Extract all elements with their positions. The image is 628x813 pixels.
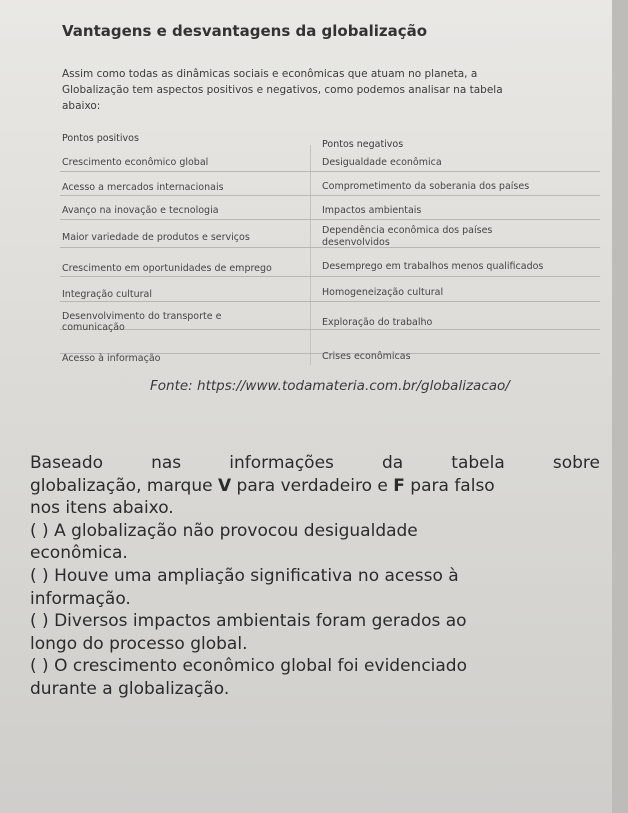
question-text: para verdadeiro e [231, 475, 394, 496]
negative-item: Desigualdade econômica [322, 157, 442, 168]
intro-line: abaixo: [62, 100, 101, 112]
question-word: Baseado [30, 453, 104, 473]
row-divider [60, 329, 600, 330]
positive-item: comunicação [62, 322, 125, 333]
positive-item: Crescimento em oportunidades de emprego [62, 263, 272, 274]
question-text: globalização, marque [30, 475, 218, 496]
true-marker: V [217, 475, 232, 496]
question-word: tabela [451, 453, 505, 473]
positive-item: Acesso à informação [62, 353, 161, 364]
intro-paragraph [62, 66, 582, 114]
intro-line: Assim como todas as dinâmicas sociais e econômicas que atuam no planeta, a [62, 68, 478, 80]
question-word: da [381, 453, 404, 473]
header-negative: Pontos negativos [322, 139, 404, 150]
header-positive: Pontos positivos [62, 133, 139, 144]
question-text: para falso [404, 475, 495, 496]
row-divider [60, 276, 600, 277]
negative-item: desenvolvidos [322, 237, 390, 248]
item-1-line-1[interactable]: ( ) A globalização não provocou desigualdade [30, 520, 418, 541]
question-word: nas [151, 453, 182, 473]
column-divider [310, 145, 311, 365]
item-2-line-2: informação. [30, 588, 131, 609]
negative-item: Dependência econômica dos países [322, 225, 493, 236]
page-title: Vantagens e desvantagens da globalização [62, 22, 428, 40]
positive-item: Maior variedade de produtos e serviços [62, 232, 250, 243]
question-word: sobre [552, 453, 600, 473]
question-block [30, 452, 600, 701]
question-line-2 [30, 475, 600, 498]
row-divider [60, 171, 600, 172]
negative-item: Desemprego em trabalhos menos qualificados [322, 261, 544, 272]
item-2-line-1[interactable]: ( ) Houve uma ampliação significativa no acesso à [30, 565, 459, 586]
positive-item: Avanço na inovação e tecnologia [62, 205, 219, 216]
row-divider [60, 301, 600, 302]
item-1-line-2: econômica. [30, 543, 128, 564]
page-edge [612, 0, 628, 813]
positive-item: Crescimento econômico global [62, 157, 209, 168]
question-word: informações [229, 453, 334, 473]
negative-item: Crises econômicas [322, 351, 411, 362]
intro-line: Globalização tem aspectos positivos e negativos, como podemos analisar na tabela [62, 84, 503, 96]
negative-item: Impactos ambientais [322, 205, 422, 216]
positive-item: Integração cultural [62, 289, 153, 300]
question-line-1 [30, 452, 600, 475]
item-3-line-2: longo do processo global. [30, 633, 248, 654]
negative-item: Homogeneização cultural [322, 287, 444, 298]
false-marker: F [393, 475, 405, 496]
positive-item: Acesso a mercados internacionais [62, 182, 224, 193]
row-divider [60, 195, 600, 196]
negative-item: Exploração do trabalho [322, 317, 433, 328]
item-4-line-2: durante a globalização. [30, 678, 230, 699]
row-divider [60, 219, 600, 220]
negative-item: Comprometimento da soberania dos países [322, 181, 530, 192]
source-citation: Fonte: https://www.todamateria.com.br/globalizacao/ [150, 378, 510, 394]
item-4-line-1[interactable]: ( ) O crescimento econômico global foi evidenciado [30, 656, 467, 677]
comparison-table [60, 133, 608, 375]
question-line-3: nos itens abaixo. [30, 498, 174, 519]
item-3-line-1[interactable]: ( ) Diversos impactos ambientais foram gerados ao [30, 611, 467, 632]
positive-item: Desenvolvimento do transporte e [62, 311, 222, 322]
